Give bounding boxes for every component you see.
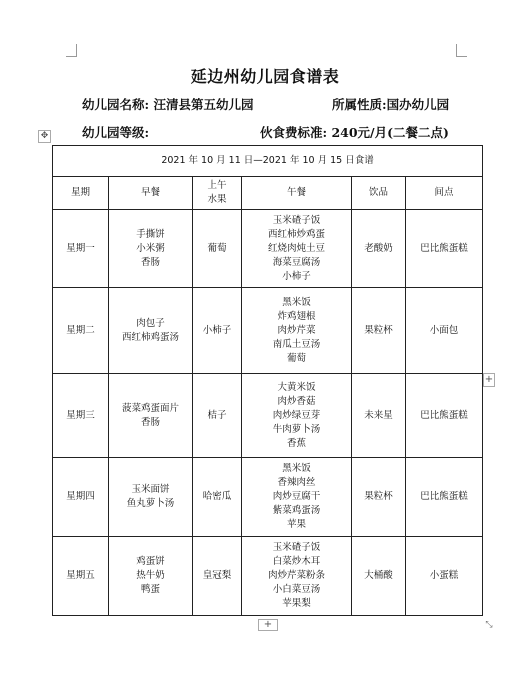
lunch-cell: 大黄米饭 肉炒香菇 肉炒绿豆芽 牛肉萝卜汤 香蕉 bbox=[242, 374, 352, 458]
kindergarten-nature: 所属性质:国办幼儿园 bbox=[332, 97, 450, 112]
table-move-handle-icon[interactable]: ✥ bbox=[38, 130, 51, 143]
drink-cell: 果粒杯 bbox=[352, 458, 406, 537]
drink-cell: 果粒杯 bbox=[352, 288, 406, 374]
snack-cell: 巴比熊蛋糕 bbox=[406, 458, 483, 537]
fruit-cell: 葡萄 bbox=[193, 210, 242, 288]
weekday-cell: 星期一 bbox=[53, 210, 109, 288]
lunch-cell: 玉米碴子饭 西红柿炒鸡蛋 红烧肉炖土豆 海菜豆腐汤 小柿子 bbox=[242, 210, 352, 288]
breakfast-cell: 菠菜鸡蛋面片 香肠 bbox=[109, 374, 193, 458]
weekday-cell: 星期二 bbox=[53, 288, 109, 374]
header-snack: 间点 bbox=[406, 177, 483, 210]
header-lunch: 午餐 bbox=[242, 177, 352, 210]
kindergarten-grade: 幼儿园等级: bbox=[82, 125, 150, 140]
snack-cell: 巴比熊蛋糕 bbox=[406, 210, 483, 288]
meal-fee-standard: 伙食费标准: 240元/月(二餐二点) bbox=[260, 125, 449, 140]
header-breakfast: 早餐 bbox=[109, 177, 193, 210]
fruit-cell: 哈密瓜 bbox=[193, 458, 242, 537]
breakfast-cell: 手撕饼 小米粥 香肠 bbox=[109, 210, 193, 288]
fruit-cell: 皇冠梨 bbox=[193, 537, 242, 616]
fruit-cell: 小柿子 bbox=[193, 288, 242, 374]
lunch-cell: 黑米饭 炸鸡翅根 肉炒芹菜 南瓜土豆汤 葡萄 bbox=[242, 288, 352, 374]
drink-cell: 未来星 bbox=[352, 374, 406, 458]
table-resize-handle-icon[interactable]: ⤡ bbox=[485, 620, 493, 630]
add-row-icon[interactable]: + bbox=[258, 619, 278, 631]
weekday-cell: 星期三 bbox=[53, 374, 109, 458]
page-corner-mark-right bbox=[456, 44, 467, 57]
weekday-cell: 星期五 bbox=[53, 537, 109, 616]
page-corner-mark-left bbox=[66, 44, 77, 57]
table-row bbox=[53, 210, 483, 288]
breakfast-cell: 鸡蛋饼 热牛奶 鸭蛋 bbox=[109, 537, 193, 616]
table-row bbox=[53, 288, 483, 374]
lunch-cell: 黑米饭 香辣肉丝 肉炒豆腐干 紫菜鸡蛋汤 苹果 bbox=[242, 458, 352, 537]
table-row bbox=[53, 537, 483, 616]
add-column-icon[interactable]: + bbox=[484, 374, 494, 385]
header-morning-fruit: 上午 水果 bbox=[193, 177, 242, 210]
drink-cell: 老酸奶 bbox=[352, 210, 406, 288]
fruit-cell: 桔子 bbox=[193, 374, 242, 458]
snack-cell: 小面包 bbox=[406, 288, 483, 374]
date-range: 2021 年 10 月 11 日—2021 年 10 月 15 日食谱 bbox=[53, 146, 483, 177]
snack-cell: 巴比熊蛋糕 bbox=[406, 374, 483, 458]
kindergarten-name: 幼儿园名称: 汪清县第五幼儿园 bbox=[82, 97, 254, 112]
table-row bbox=[53, 458, 483, 537]
lunch-cell: 玉米碴子饭 白菜炒木耳 肉炒芹菜粉条 小白菜豆汤 苹果梨 bbox=[242, 537, 352, 616]
header-weekday: 星期 bbox=[53, 177, 109, 210]
snack-cell: 小蛋糕 bbox=[406, 537, 483, 616]
weekday-cell: 星期四 bbox=[53, 458, 109, 537]
menu-table bbox=[52, 145, 483, 616]
header-drink: 饮品 bbox=[352, 177, 406, 210]
breakfast-cell: 玉米面饼 鱼丸萝卜汤 bbox=[109, 458, 193, 537]
breakfast-cell: 肉包子 西红柿鸡蛋汤 bbox=[109, 288, 193, 374]
drink-cell: 大桶酸 bbox=[352, 537, 406, 616]
table-row bbox=[53, 374, 483, 458]
document-title: 延边州幼儿园食谱表 bbox=[190, 67, 340, 86]
